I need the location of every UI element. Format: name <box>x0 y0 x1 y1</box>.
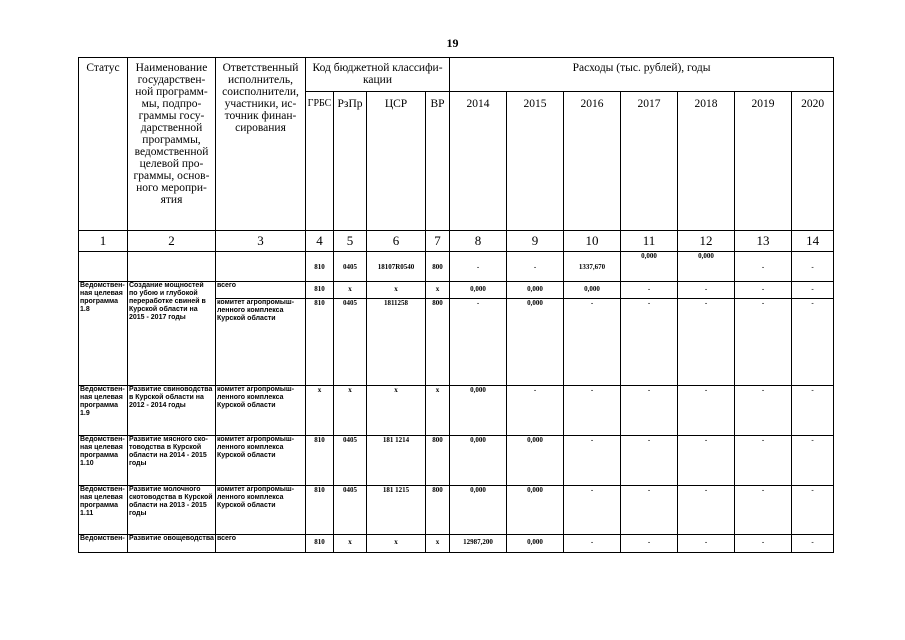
cell-rzpr: 0405 <box>334 436 367 486</box>
table-row <box>79 252 834 282</box>
cell-value: - <box>735 535 792 553</box>
header-year: 2017 <box>621 92 678 231</box>
cell-value: - <box>564 386 621 436</box>
cell-status: Ведомствен- <box>79 535 128 553</box>
header-budget-code: Код бюджетной классифи-кации <box>306 58 450 92</box>
header-year: 2019 <box>735 92 792 231</box>
cell-value: 0,000 <box>450 486 507 535</box>
table-row <box>79 436 834 486</box>
cell-value: 12987,200 <box>450 535 507 553</box>
cell-value: - <box>678 299 735 386</box>
header-grbs: ГРБС <box>306 92 334 231</box>
cell-value: - <box>564 436 621 486</box>
cell-value: - <box>507 386 564 436</box>
cell-value: 0,000 <box>450 386 507 436</box>
cell-responsible: всего <box>216 282 306 299</box>
cell-value: - <box>507 252 564 282</box>
header-year: 2018 <box>678 92 735 231</box>
cell-rzpr: x <box>334 282 367 299</box>
cell-grbs: 810 <box>306 282 334 299</box>
cell-value: 0,000 <box>678 252 735 282</box>
cell-rzpr: 0405 <box>334 486 367 535</box>
cell-value: 0,000 <box>507 486 564 535</box>
cell-status: Ведомствен-ная целевая программа 1.9 <box>79 386 128 436</box>
cell-grbs: 810 <box>306 252 334 282</box>
cell-value: 0,000 <box>564 282 621 299</box>
cell-value: - <box>792 282 834 299</box>
cell-status <box>79 252 128 282</box>
cell-rzpr: 0405 <box>334 299 367 386</box>
header-year: 2014 <box>450 92 507 231</box>
cell-value: - <box>621 282 678 299</box>
cell-value: 0,000 <box>450 282 507 299</box>
cell-grbs: 810 <box>306 486 334 535</box>
page-number: 19 <box>446 36 459 50</box>
cell-vr: 800 <box>426 299 450 386</box>
cell-value: - <box>564 299 621 386</box>
cell-grbs: 810 <box>306 535 334 553</box>
cell-responsible: комитет агропромыш-ленного комплекса Курской области <box>216 386 306 436</box>
header-row-1 <box>79 58 834 92</box>
column-number-row <box>79 231 834 252</box>
column-number: 8 <box>450 231 507 252</box>
column-number: 11 <box>621 231 678 252</box>
cell-name: Создание мощностей по убою и глубокой переработке свиней в Курской области на 2015 - 2017 годы <box>128 282 216 386</box>
cell-name: Развитие свиноводства в Курской области на 2012 - 2014 годы <box>128 386 216 436</box>
cell-csr: 1811258 <box>367 299 426 386</box>
cell-value: - <box>450 299 507 386</box>
cell-vr: x <box>426 535 450 553</box>
cell-value: - <box>735 282 792 299</box>
cell-value: - <box>735 436 792 486</box>
cell-csr: 181 1214 <box>367 436 426 486</box>
header-rzpr: РзПр <box>334 92 367 231</box>
cell-value: - <box>735 486 792 535</box>
cell-rzpr: x <box>334 535 367 553</box>
header-expenses: Расходы (тыс. рублей), годы <box>450 58 834 92</box>
cell-csr: 18107R0540 <box>367 252 426 282</box>
column-number: 1 <box>79 231 128 252</box>
cell-status: Ведомствен-ная целевая программа 1.8 <box>79 282 128 386</box>
column-number: 10 <box>564 231 621 252</box>
cell-value: - <box>621 535 678 553</box>
cell-status: Ведомствен-ная целевая программа 1.11 <box>79 486 128 535</box>
header-status: Статус <box>79 58 128 231</box>
column-number: 7 <box>426 231 450 252</box>
header-name: Наименование государствен-ной программ-мы, подпро-граммы госу-дарственной программы, ведомственной целевой про-граммы, основ-ного меропри-ятия <box>128 58 216 231</box>
cell-value: - <box>678 386 735 436</box>
cell-name <box>128 252 216 282</box>
cell-responsible: комитет агропромыш-ленного комплекса Курской области <box>216 299 306 386</box>
cell-value: 0,000 <box>621 252 678 282</box>
cell-vr: 800 <box>426 486 450 535</box>
cell-value: - <box>678 535 735 553</box>
column-number: 9 <box>507 231 564 252</box>
header-year: 2020 <box>792 92 834 231</box>
header-year: 2016 <box>564 92 621 231</box>
header-vr: ВР <box>426 92 450 231</box>
cell-vr: x <box>426 386 450 436</box>
cell-value: - <box>792 535 834 553</box>
cell-value: - <box>792 386 834 436</box>
header-csr: ЦСР <box>367 92 426 231</box>
column-number: 2 <box>128 231 216 252</box>
header-year: 2015 <box>507 92 564 231</box>
column-number: 14 <box>792 231 834 252</box>
budget-table <box>78 57 834 553</box>
header-responsible: Ответственный исполнитель, соисполнители, участники, ис-точник финан-сирования <box>216 58 306 231</box>
cell-responsible: комитет агропромыш-ленного комплекса Курской области <box>216 486 306 535</box>
cell-responsible <box>216 252 306 282</box>
cell-vr: 800 <box>426 436 450 486</box>
cell-name: Развитие овощеводства <box>128 535 216 553</box>
column-number: 4 <box>306 231 334 252</box>
table-row <box>79 386 834 436</box>
cell-grbs: 810 <box>306 436 334 486</box>
cell-value: - <box>792 252 834 282</box>
cell-responsible: всего <box>216 535 306 553</box>
cell-name: Развитие молочного скотоводства в Курской области на 2013 - 2015 годы <box>128 486 216 535</box>
cell-responsible: комитет агропромыш-ленного комплекса Курской области <box>216 436 306 486</box>
cell-value: - <box>450 252 507 282</box>
column-number: 13 <box>735 231 792 252</box>
cell-value: 0,000 <box>507 299 564 386</box>
cell-value: - <box>792 486 834 535</box>
table-row <box>79 486 834 535</box>
cell-grbs: 810 <box>306 299 334 386</box>
cell-value: - <box>678 436 735 486</box>
cell-name: Развитие мясного ско-товодства в Курской области на 2014 - 2015 годы <box>128 436 216 486</box>
cell-value: - <box>621 386 678 436</box>
column-number: 3 <box>216 231 306 252</box>
column-number: 6 <box>367 231 426 252</box>
cell-value: - <box>678 486 735 535</box>
cell-value: - <box>564 486 621 535</box>
cell-csr: x <box>367 282 426 299</box>
table-row <box>79 535 834 553</box>
cell-value: 0,000 <box>507 535 564 553</box>
cell-value: 1337,670 <box>564 252 621 282</box>
cell-csr: x <box>367 386 426 436</box>
cell-csr: x <box>367 535 426 553</box>
cell-value: - <box>678 282 735 299</box>
column-number: 5 <box>334 231 367 252</box>
cell-value: - <box>621 299 678 386</box>
cell-value: - <box>792 436 834 486</box>
cell-status: Ведомствен-ная целевая программа 1.10 <box>79 436 128 486</box>
cell-value: - <box>564 535 621 553</box>
cell-vr: x <box>426 282 450 299</box>
cell-value: - <box>621 436 678 486</box>
column-number: 12 <box>678 231 735 252</box>
cell-value: 0,000 <box>507 436 564 486</box>
cell-vr: 800 <box>426 252 450 282</box>
cell-value: - <box>621 486 678 535</box>
cell-value: - <box>792 299 834 386</box>
cell-value: 0,000 <box>450 436 507 486</box>
cell-value: 0,000 <box>507 282 564 299</box>
cell-value: - <box>735 386 792 436</box>
cell-rzpr: x <box>334 386 367 436</box>
cell-rzpr: 0405 <box>334 252 367 282</box>
cell-value: - <box>735 299 792 386</box>
cell-value: - <box>735 252 792 282</box>
table-row <box>79 282 834 299</box>
cell-csr: 181 1215 <box>367 486 426 535</box>
cell-grbs: x <box>306 386 334 436</box>
